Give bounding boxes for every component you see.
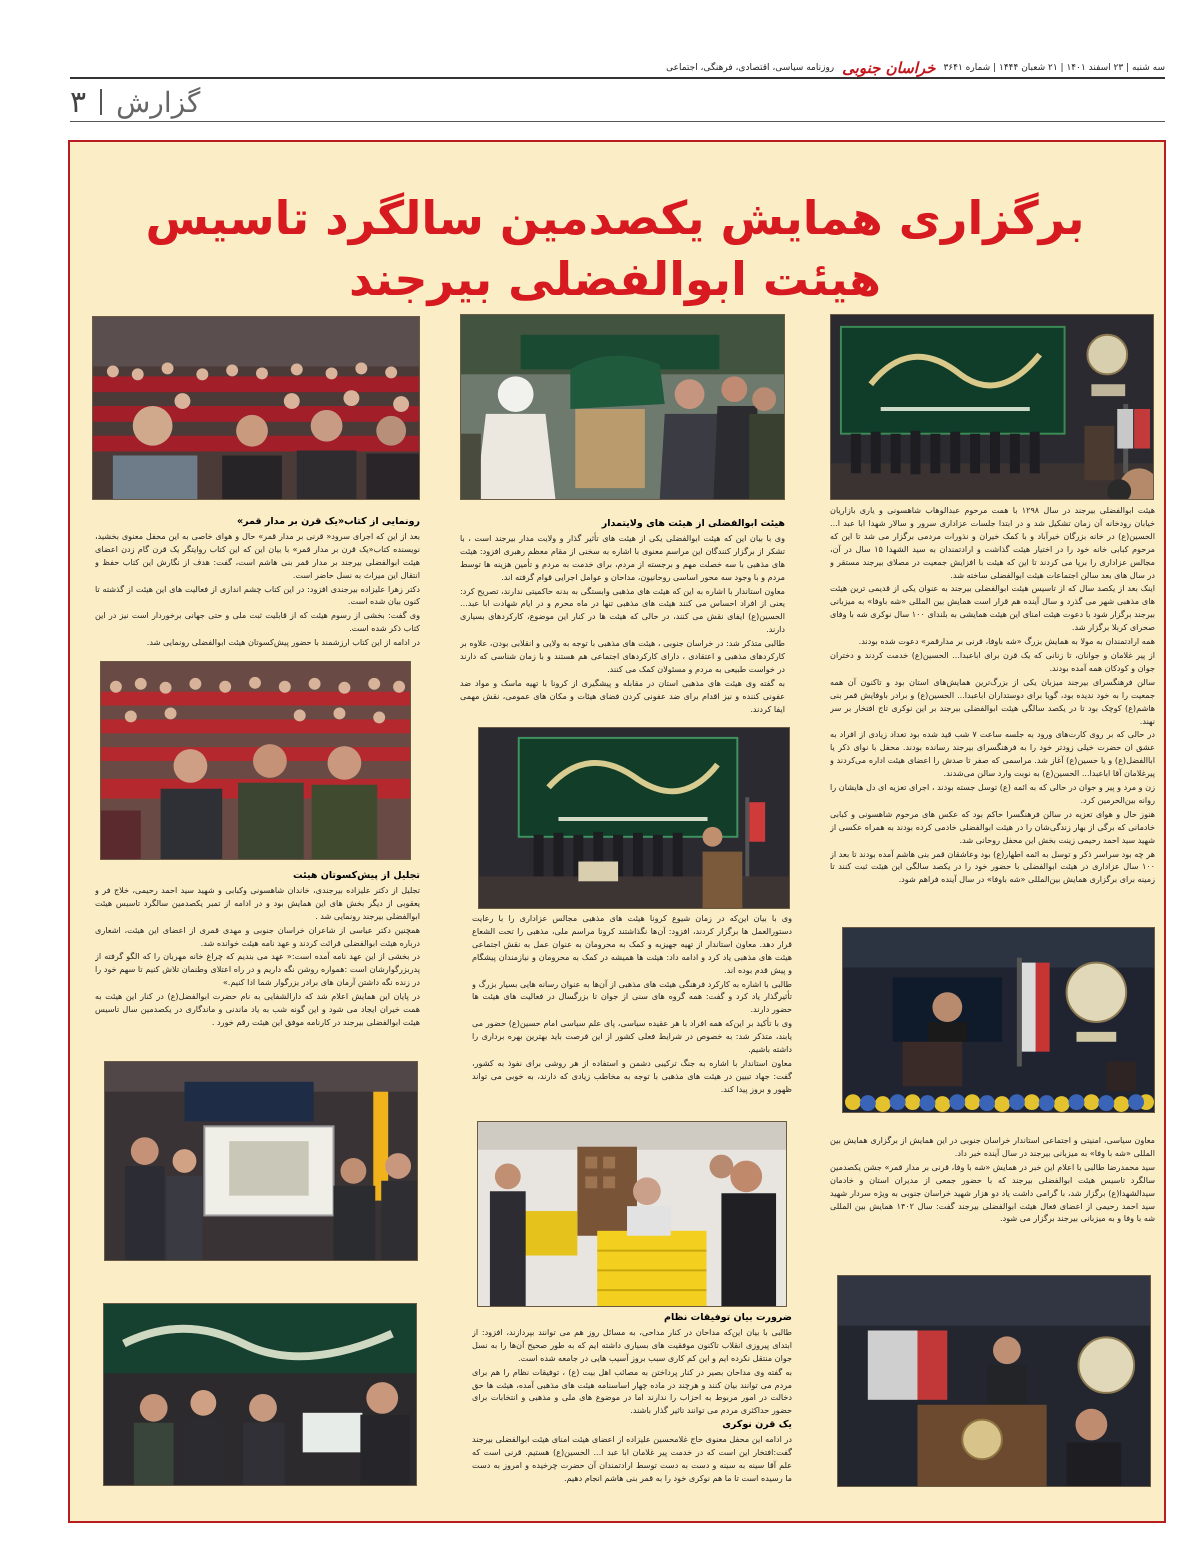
paragraph: زن و مرد و پیر و جوان در حالی که به ائمه (ع) توسل جسته بودند ، اجرای تعزیه ای دل هایشان را روانه بین‌الحرمین کرد. <box>830 782 1155 805</box>
paragraph: تجلیل از دکتر علیزاده بیرجندی، خاندان شاهسونی وکبابی و شهید سید احمد رحیمی، خلاج فر و یعقوبی از دیگر بخش های این همایش بود و در ادامه از تمبر یکصدمین سالگرد تاسیس هیئت ابوالفضلی بیرجند رونمایی شد . <box>95 884 420 921</box>
photo-unveiling <box>460 314 785 500</box>
photo-audience-front <box>92 316 420 500</box>
paragraph: در حالی که بر روی کارت‌های ورود به جلسه ساعت ۷ شب قید شده بود تعداد زیادی از افراد به عشق ان حضرت خیلی زودتر خود را به فرهنگسرای بیرجند رسانده بودند. محفل با نوای ذکر یا اباالفضل(ع) و یا حسین(ع) آغاز شد. مراسمی که صفر تا صدش را اعضای هیئت اداره می‌کردند و پیرغلامان آقا اباعبدا... الحسین(ع) به نوبت وارد سالن می‌شدند. <box>830 729 1155 779</box>
photo-stage-group <box>478 727 790 909</box>
paragraph: سید محمدرضا طالبی با اعلام این خبر در همایش «شه با وفا، قرنی بر مدار قمر» جشن یکصدمین سالگرد تاسیس هیئت ابوالفضلی بیرجند که با حضور جمعی از مدیران استان و خادمان سیدالشهدا(ع) برگزار شد، با گرامی داشت یاد دو هزار شهید خراسان جنوبی به ویژه سردار شهید سید احمد رحیمی از اعضای فعال هیئت ابوالفضلی بیرجند گفت: سال ۱۴۰۲ همایش بین المللی شه با وفا و به میزبانی بیرجند برگزار می شود. <box>830 1161 1155 1224</box>
paragraph: طالبی با بیان این‌که مداحان در کنار مداحی، به مسائل روز هم می توانند بپردازند، افزود: از ابتدای پیروزی انقلاب تاکنون موفقیت های بسیاری داشته ایم که به طور صحیح آن‌ها را به نسل جوان منتقل نکرده ایم و این کم کاری سبب بروز آسیب هایی در جامعه شده است. <box>472 1326 792 1363</box>
paragraph: از پیر غلامان و جوانان، تا زنانی که یک قرن برای اباعبدا... الحسین(ع) خدمت کردند و دختران جوان و کودکان همه آمده بودند. <box>830 649 1155 673</box>
article-column-left <box>95 514 420 660</box>
paragraph: به گفته وی هیئت های مذهبی استان در مقابله و پیشگیری از کرونا با تهیه ماسک و مواد ضد عفونی کننده و نیز اقدام برای ضد عفونی کردن فضای هیئات و مکان های عمومی، نقش مهمی ایفا کردند. <box>460 677 785 714</box>
paragraph: در بخشی از این عهد نامه آمده است:« عهد می بندیم که چراغ خانه مهربان را که الگو گرفته از پدربزرگوارشان است :همواره روشن نگه داریم و در راه اعتلای وطنمان تلاش کنیم تا سهم خود را در زنده نگه داشتن آرمان های برادر بزرگوار شما ادا کنیم.» <box>95 951 420 988</box>
headline-line-1: برگزاری همایش یکصدمین سالگرد تاسیس <box>145 191 1085 245</box>
photo-stamp-unveiling <box>104 1061 418 1261</box>
paragraph: هیئت ابوالفضلی بیرجند در سال ۱۲۹۸ با همت مرحوم عبدالوهاب شاهسونی و یاری بازاریان خیابان رودخانه آن زمان تشکیل شد و در ابتدا جلسات عزاداری سرور و سالار شهدا ابا عبد ا... الحسین(ع) در خانه بزرگان خیرآباد و با کمک خیران و نذورات مردمی برگزار می شد تا این که مرحوم کبابی خانه خود را در اختیار هیئت گذاشت و ارادتمندان به سید الشهدا ۱۵ سال در آن، مجالس عزاداری را برپا می کردند تا این که هیئت با افزایش جمعیت در مصلای بیرجند مستقر و در سال های بعد سالن اجتماعات هیئت ابوالفضلی ساخته شد. <box>830 505 1155 580</box>
article-column-right <box>830 504 1155 924</box>
paragraph: معاون استاندار با اشاره به جنگ ترکیبی دشمن و استفاده از هر روشی برای نفوذ به کشور، گفت: جهاد تبیین در هیئت های مذهبی با توجه به مخاطب زیادی که دارند، به خوبی می تواند ظهور و بروز پیدا کند. <box>472 1057 792 1094</box>
article-column-right-2 <box>830 1134 1155 1264</box>
photo-stage-banner <box>830 314 1154 500</box>
paragraph: اینک بعد از یکصد سال که از تاسیس هیئت ابوالفضلی بیرجند به عنوان یکی از قدیمی ترین هیئت های مذهبی شهر می گذرد و سال آینده هم قرار است همایش بین المللی «شه باوفا» به میزبانی بیرجند برگزار شود با دعوت هیئت امنای این هیئت همایشی به بلندای ۱۰۰ سال نوکری شه با وفای صحرای کربلا برگزار شد. <box>830 583 1155 633</box>
article-column-left-2 <box>95 868 420 1048</box>
paragraph: بعد از این که اجرای سرود« قرنی بر مدار قمر» حال و هوای خاصی به این محفل معنوی بخشید، نویسنده کتاب«یک قرن بر مدار قمر» با بیان این که این کتاب روایتگر یک قرن گام زدن اعضای هیئت ابوالفضلی بیرجند بر مدار قمر بنی هاشم است، گفت: هدف از نگارش این کتاب حفظ و انتقال این میراث به نسل حاضر است. <box>95 530 420 580</box>
masthead-rule <box>70 77 1165 79</box>
article-column-middle <box>460 516 785 724</box>
paragraph: وی با تأکید بر این‌که همه افراد با هر عقیده سیاسی، پای علم سیاسی امام حسین(ع) حضور می یابند، متذکر شد: به خصوص در شرایط فعلی کشور از این فرصت باید بهترین بهره برداری را داشته باشیم. <box>472 1018 792 1055</box>
paragraph: هنوز حال و هوای تعزیه در سالن فرهنگسرا حاکم بود که عکس های مرحوم شاهسونی و کبابی خادمانی که برگی از بهار زندگی‌شان را در هیئت ابوالفضلی خادمی کرده بودند به همراه عکسی از شهید سید احمد رحیمی زینت بخش این محفل روحانی شد. <box>830 808 1155 845</box>
paragraph: وی با بیان این که هیئت ابوالفضلی یکی از هیئت های تأثیر گذار و ولایت مدار بیرجند است ، با تشکر از برگزار کنندگان این مراسم معنوی با اشاره به سخنی از مقام معظم رهبری افزود: هیئت های مذهبی با سه خصلت مهم و برجسته از مردم، برای خدمت به مردم و تأمین هزینه ها توسط مردم و با وجود سه محور اساسی روحانیون، مداحان و عوامل اجرایی قوام گرفته اند. <box>460 532 785 582</box>
section-rule <box>70 121 1165 122</box>
newspaper-tagline: روزنامه سیاسی، اقتصادی، فرهنگی، اجتماعی <box>666 63 835 73</box>
paragraph: هر چه بود سراسر ذکر و توسل به ائمه اطهار(ع) بود وعاشقان قمر بنی هاشم آمده بودند تا بعد از ۱۰۰ سال عزاداری در هیئت ابوالفضلی با حضور خود را در یکصد سالگی این هیئت ثبت کنند تا زمینه برای برگزاری همایش بین‌المللی «شه باوفا» در سال آینده فراهم شود. <box>830 848 1155 885</box>
page-number: ۳ <box>70 84 87 120</box>
paragraph: به گفته وی مداحان بصیر در کنار پرداختن به مصائب اهل بیت (ع) ، توفیقات نظام را هم برای مردم می توانند بیان کنند و هرچند در ماده چهار اساسنامه هیئت های مذهبی آمده، هیئت ها حق دخالت در امور مربوط به احزاب را ندارند اما در موضوع های ملی و مذهبی و انتخابات برای حضور حداکثری مردم می توانند تاثیر گذار باشند. <box>472 1366 792 1416</box>
paragraph: همچنین دکتر عباسی از شاعران خراسان جنوبی و مهدی قمری از اعضای این هیئت، اشعاری درباره هیئت ابوالفضلی قرائت کردند و عهد نامه هیئت خوانده شد. <box>95 924 420 948</box>
paragraph: در پایان این همایش اعلام شد که دارالشفایی به نام حضرت ابوالفضل(ع) در کنار این هیئت به همت خیران ایجاد می شود و این گونه شب به یاد ماندنی و ماندگاری در یکصدمین سال تاسیس هیئت ابوالفضلی بیرجند در کارنامه موفق این هیئت رقم خورد . <box>95 991 420 1027</box>
paragraph: دکتر زهرا علیزاده بیرجندی افزود: در این کتاب چشم اندازی از فعالیت های این هیئت از گذشته تا کنون بیان شده است. <box>95 583 420 607</box>
paragraph: معاون سیاسی، امنیتی و اجتماعی استاندار خراسان جنوبی در این همایش از برگزاری همایش بین المللی «شه با وفا» به میزبانی بیرجند در سال آینده خبر داد. <box>830 1135 1155 1158</box>
subheading-century-service: یک قرن نوکری <box>722 1419 792 1431</box>
photo-audience-officials <box>100 661 411 860</box>
masthead <box>70 58 1165 78</box>
paragraph: سالن فرهنگسرای بیرجند میزبان یکی از بزرگ‌ترین همایش‌های استان بود و تاکنون آن همه جمعیت را به خود ندیده بود، گویا برای دوستداران اباعبدا... الحسین(ع) و برادر باوفایش قمر بنی هاشم(ع) کوچک بود تا در یکصد سالگی هیئت ابوالفضلی بیرجند بر این نوکری تاج افتخار بر سر نهند. <box>830 676 1155 726</box>
section-divider <box>100 89 102 115</box>
section-name: گزارش <box>116 85 201 119</box>
photo-speaker-bottom <box>837 1275 1151 1487</box>
paragraph: در ادامه از این کتاب ارزشمند با حضور پیش‌کسوتان هیئت ابوالفضلی رونمایی شد. <box>146 637 420 648</box>
section-header <box>70 84 200 120</box>
paragraph: معاون استاندار با اشاره به این که هیئت های مذهبی وابستگی به بدنه حاکمیتی ندارند، تصریح کرد: یعنی از افراد احساس می کنند هیئت های مذهبی تنها در ماه محرم و در ایام شهادت ابا عبد... الحسین(ع) ایفای نقش می کنند، در حالی که هیئت ها در کنار این موضوع، کارکردهای بسیاری دارند. <box>460 585 785 635</box>
subheading-system-achievements: ضرورت بیان توفیقات نظام <box>664 1312 792 1323</box>
article-column-middle-2 <box>472 912 792 1112</box>
photo-gift-distribution <box>477 1121 787 1307</box>
paragraph: وی با بیان این‌که در زمان شیوع کرونا هیئت های مذهبی مجالس عزاداری را با رعایت دستورالعمل ها برگزار کردند، افزود: آن‌ها نگذاشتند کرونا مراسم ملی، مذهبی را تحت الشعاع قرار دهد. معاون استاندار از تهیه جهیزیه و کمک به محرومان به عنوان عمل به نقش اجتماعی هیئت های مذهبی یاد کرد و ادامه داد: هیئت ها همیشه در کمک به محرومان و نیازمندان پیشگام و پیش قدم بوده اند. <box>472 913 792 975</box>
subheading-religious-groups: هیئت ابوالفضلی از هیئت های ولایتمدار <box>601 518 785 529</box>
photo-speaker-podium <box>842 927 1155 1113</box>
subheading-veterans-honored: تجلیل از پیش‌کسوتان هیئت <box>293 870 420 881</box>
article-column-middle-3 <box>472 1310 792 1510</box>
issue-date-line: سه شنبه | ۲۳ اسفند ۱۴۰۱ | ۲۱ شعبان ۱۴۴۴ | شماره ۳۶۴۱ <box>943 63 1165 73</box>
paragraph: همه ارادتمندان به مولا به همایش بزرگ «شه باوفا، قرنی بر مدارقمر» دعوت شده بودند. <box>858 636 1155 647</box>
subheading-book-unveiling: رونمایی از کتاب«یک قرن بر مدار قمر» <box>236 516 420 527</box>
paragraph: طالبی متذکر شد: در خراسان جنوبی ، هیئت های مذهبی با توجه به ولایی و انقلابی بودن، علاوه بر کارکردهای مذهبی و اعتقادی ، دارای کارکردهای اجتماعی هم هستند و با زمان شناسی که دارند در خواست طبیعی به مردم و مسئولان کمک می کنند. <box>460 638 785 674</box>
headline-line-2: هیئت ابوالفضلی بیرجند <box>348 252 881 307</box>
paragraph: در ادامه این محفل معنوی حاج غلامحسین علیزاده از اعضای هیئت امنای هیئت ابوالفضلی بیرجند گفت:افتخار این است که در خدمت پیر غلامان ابا عبد ا... الحسین(ع) هستیم. قرنی است که علم آقا سینه به سینه و دست به دست توسط ارادتمندان آن حضرت چرخیده و امروز به دست ما رسیده است تا ما هم نوکری خود را به قمر بنی هاشم انجام دهیم. <box>472 1434 792 1483</box>
paragraph: وی گفت: بخشی از رسوم هیئت که از قابلیت ثبت ملی و حتی جهانی برخوردار است نیز در این کتاب ذکر شده است. <box>95 610 420 634</box>
photo-award-ceremony <box>103 1303 417 1486</box>
paragraph: طالبی با اشاره به کارکرد فرهنگی هیئت های مذهبی از آن‌ها به عنوان رسانه هایی بسیار بزرگ و تأثیرگذار یاد کرد و گفت: همه گروه های سنی از جوان تا بزرگسال در فعالیت های هیئت ها حضور دارند. <box>472 978 792 1015</box>
newspaper-logo[interactable]: خراسان جنوبی <box>842 59 936 77</box>
article-headline <box>140 188 1090 310</box>
